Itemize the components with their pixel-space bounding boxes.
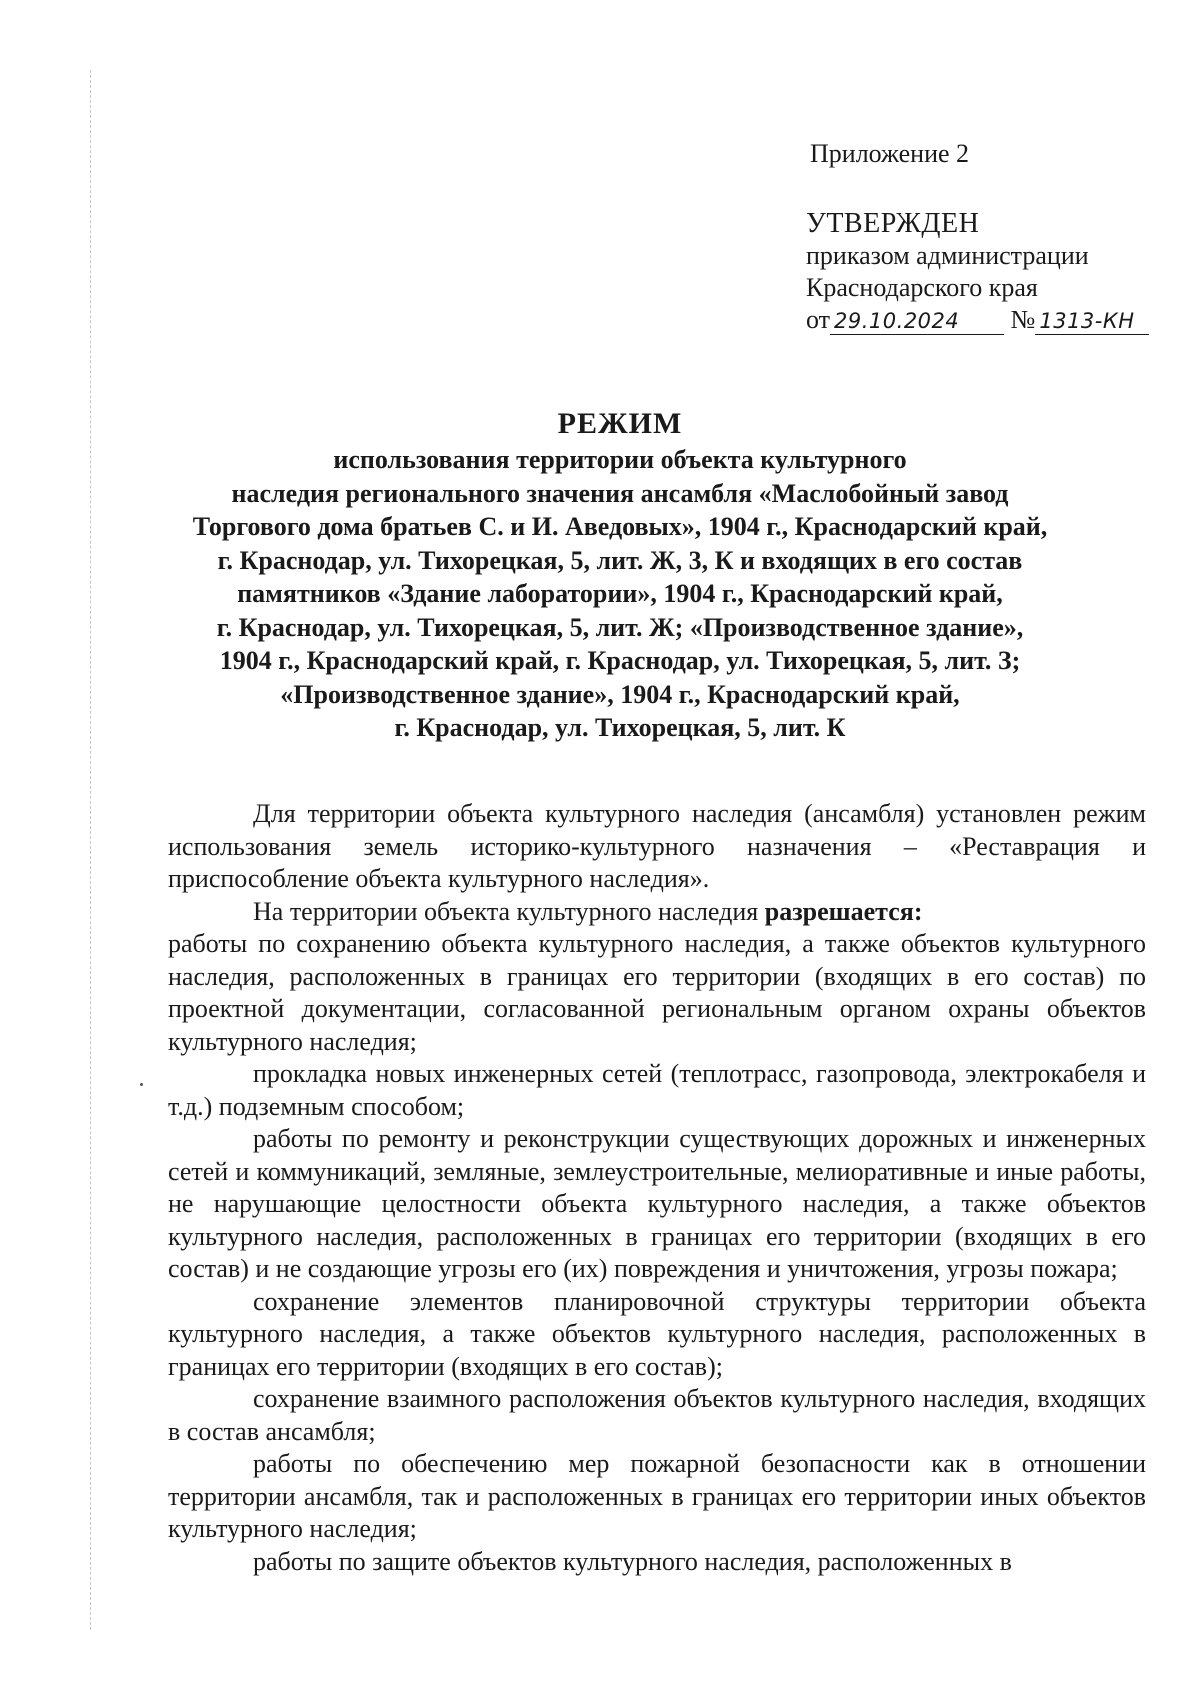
appendix-label: Приложение 2 bbox=[810, 139, 970, 168]
document-body bbox=[168, 798, 1146, 1578]
date-prefix: от bbox=[806, 305, 831, 334]
list-item-preservation-works: работы по сохранению объекта культурного наследия, а также объектов культурного наследия, расположенных в границах его территории (входящих в его состав) по проектной документации, согласованной региональным органом охраны объектов культурного наследия; bbox=[168, 929, 1146, 1056]
permitted-keyword: разрешается: bbox=[764, 896, 923, 926]
heading-line: Торгового дома братьев С. и И. Аведовых», 1904 г., Краснодарский край, bbox=[192, 512, 1048, 541]
heading-line: наследия регионального значения ансамбля «Маслобойный завод bbox=[231, 478, 1009, 508]
list-item-planning-structure: сохранение элементов планировочной структуры территории объекта культурного наследия, а также объектов культурного наследия, расположенных в границах его территории (входящих в его состав); bbox=[168, 1286, 1146, 1381]
approval-authority-line-1: приказом администрации bbox=[806, 241, 1089, 270]
list-item-utility-networks: прокладка новых инженерных сетей (теплотрасс, газопровода, электрокабеля и т.д.) подземным способом; bbox=[168, 1059, 1146, 1121]
heading-line: памятников «Здание лаборатории», 1904 г., Краснодарский край, bbox=[237, 579, 1003, 608]
list-item-protection-works: работы по защите объектов культурного наследия, расположенных в bbox=[253, 1546, 1012, 1576]
number-prefix: № bbox=[1010, 305, 1036, 334]
list-item-mutual-arrangement: сохранение взаимного расположения объектов культурного наследия, входящих в состав ансамбля; bbox=[168, 1384, 1146, 1446]
scan-speck bbox=[140, 1083, 143, 1086]
heading-line: г. Краснодар, ул. Тихорецкая, 5, лит. Ж, 3, К и входящих в его состав bbox=[217, 545, 1023, 575]
heading-line: использования территории объекта культурного bbox=[333, 445, 907, 474]
list-item-fire-safety: работы по обеспечению мер пожарной безопасности как в отношении территории ансамбля, так и расположенных в границах его территории иных объектов культурного наследия; bbox=[168, 1449, 1146, 1543]
heading-line: 1904 г., Краснодарский край, г. Краснодар, ул. Тихорецкая, 5, лит. З; bbox=[219, 646, 1021, 675]
approval-block bbox=[806, 138, 1166, 336]
permitted-intro-text: На территории объекта культурного наследия bbox=[253, 896, 765, 926]
order-date-number-line bbox=[806, 304, 1166, 336]
list-item-repair-works: работы по ремонту и реконструкции существующих дорожных и инженерных сетей и коммуникаций, земляные, землеустроительные, мелиоративные и иные работы, не нарушающие целостности объекта культурного наследия, а также объектов культурного наследия, расположенных в границах его территории (входящих в его состав) и не создающие угрозы его (их) повреждения и уничтожения, угрозы пожара; bbox=[168, 1124, 1146, 1283]
paragraph-permitted-intro bbox=[168, 896, 1146, 929]
heading-line: «Производственное здание», 1904 г., Краснодарский край, bbox=[280, 679, 960, 709]
heading-line: г. Краснодар, ул. Тихорецкая, 5, лит. К bbox=[394, 713, 846, 742]
approved-label: УТВЕРЖДЕН bbox=[806, 208, 980, 239]
heading-line: г. Краснодар, ул. Тихорецкая, 5, лит. Ж; «Производственное здание», bbox=[216, 612, 1024, 642]
paragraph-regime: Для территории объекта культурного наследия (ансамбля) установлен режим использования земель историко-культурного назначения – «Реставрация и приспособление объекта культурного наследия». bbox=[168, 799, 1146, 893]
document-heading bbox=[180, 405, 1060, 745]
handwritten-number: 1313-КН bbox=[1035, 308, 1149, 335]
approval-authority-line-2: Краснодарского края bbox=[806, 273, 1038, 302]
handwritten-date: 29.10.2024 bbox=[830, 308, 1004, 335]
heading-title: РЕЖИМ bbox=[557, 407, 683, 440]
scan-margin-line bbox=[90, 70, 91, 1630]
